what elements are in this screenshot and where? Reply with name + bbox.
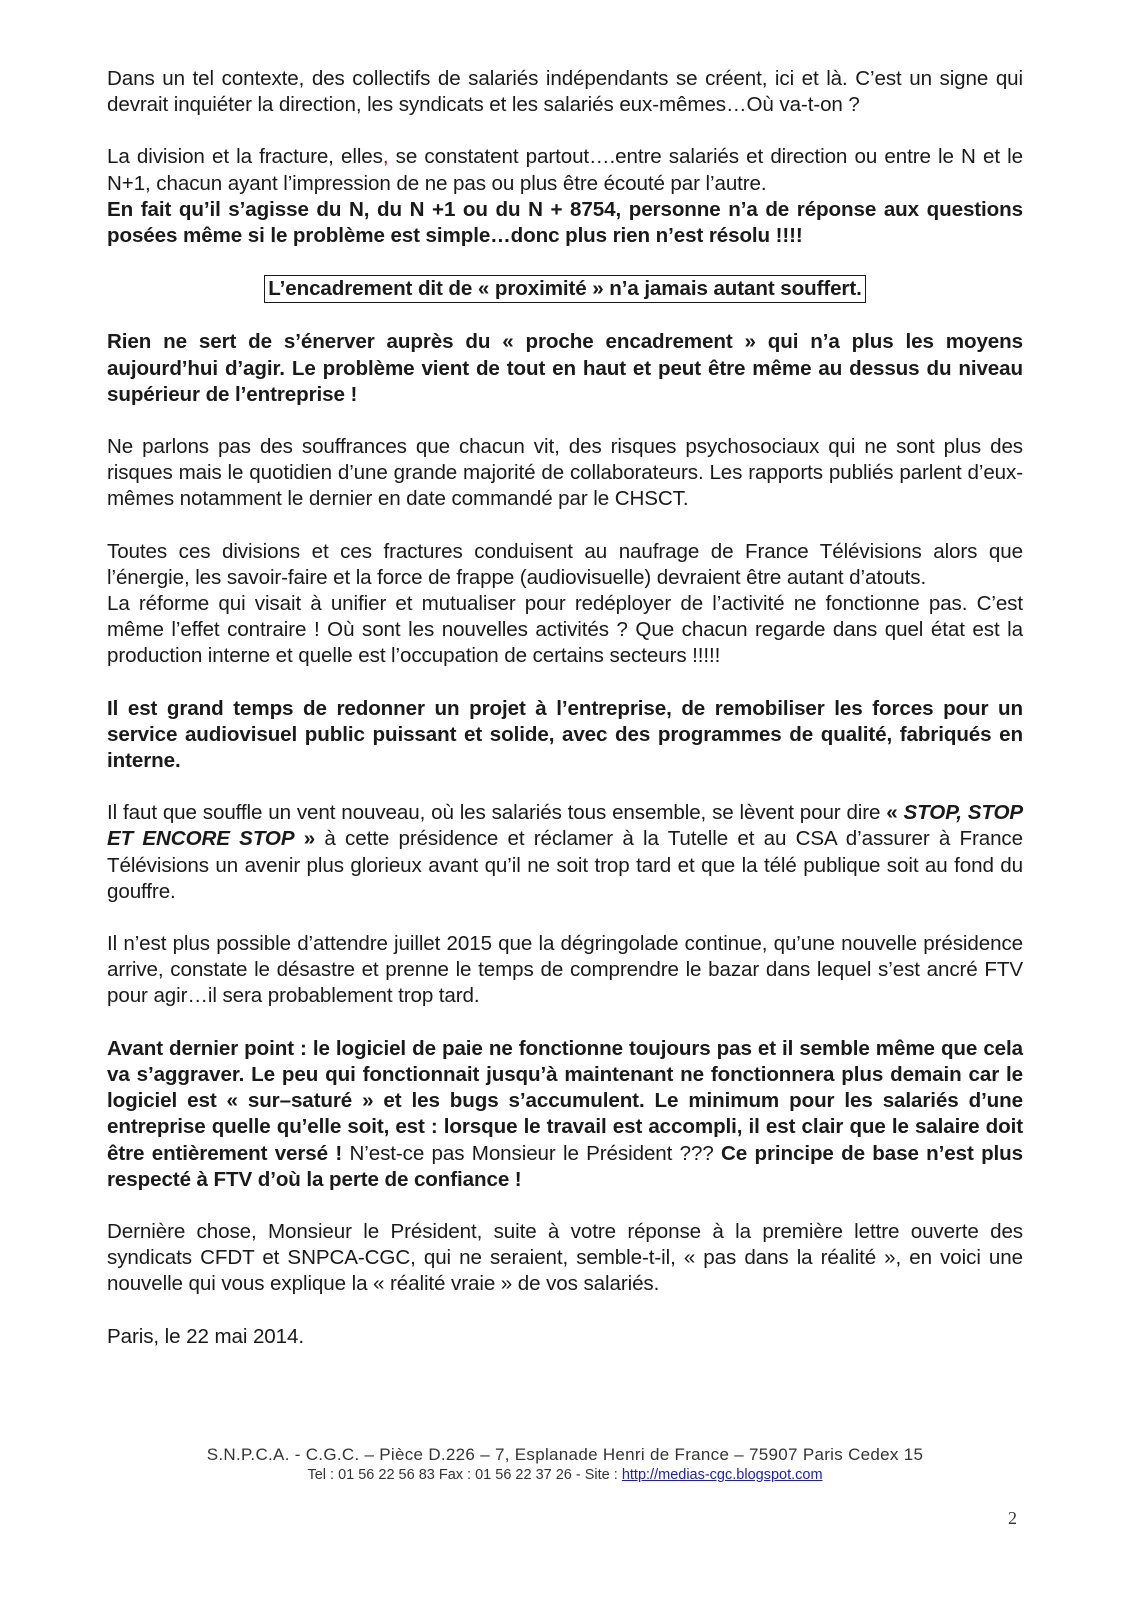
letter-body [107,66,1023,1376]
bold-text: Ce principe de base n’est plus respecté à FTV d’où la perte de confiance ! [107,1141,1024,1191]
paragraph-division [107,144,1023,196]
paragraph-derniere-chose: Dernière chose, Monsieur le Président, suite à votre réponse à la première lettre ouverte des syndicats CFDT et SNPCA-CGC, qui ne seraient, semble-t-il, « pas dans la réalité », en voici une nouvelle qui vous explique la « réalité vraie » de vos salariés. [107,1219,1023,1296]
page-number: 2 [1008,1508,1017,1528]
quote-close: » [294,827,316,851]
footer-address: S.N.P.C.A. - C.G.C. – Pièce D.226 – 7, Esplanade Henri de France – 75907 Paris Cedex 15 [206,1445,924,1464]
paragraph-logiciel-paie [107,1036,1023,1193]
date-line: Paris, le 22 mai 2014. [107,1324,304,1348]
quote-open: « [886,801,904,825]
paragraph-projet-bold [107,696,1023,775]
paragraph-reforme: La réforme qui visait à unifier et mutualiser pour redéployer de l’activité ne fonctionne pas. C’est même l’effet contraire ! Où sont les nouvelles activités ? Que chacun regarde dans quel état est la production interne et quelle est l’occupation de certains secteurs !!!!! [107,592,1023,668]
normal-text: N’est-ce pas Monsieur le Président ??? [342,1141,722,1165]
stop-slogan: STOP, STOP ET ENCORE STOP [107,801,1023,851]
paragraph-vent-start: Il faut que souffle un vent nouveau, où les salariés tous ensemble, se lèvent pour dire [107,801,887,825]
bold-text: En fait qu’il s’agisse du N, du N +1 ou du N + 8754, personne n’a de réponse aux questions posées même si le problème est simple…donc plus rien n’est résolu !!!! [107,197,1023,248]
bold-text: Rien ne sert de s’énerver auprès du « proche encadrement » qui n’a plus les moyens aujourd’hui d’agir. Le problème vient de tout en haut et peut être même au dessus du niveau supérieur de l’entreprise ! [107,330,1023,406]
paragraph-vent-end: à cette présidence et réclamer à la Tutelle et au CSA d’assurer à France Télévisions un avenir plus glorieux avant qu’il ne soit trop tard et que la télé publique soit au fond du gouffre. [107,827,1023,903]
paragraph-division-end: se constatent partout….entre salariés et direction ou entre le N et le N+1, chacun ayant l’impression de ne pas ou plus être écouté par l’autre. [107,145,1023,195]
red-comma: , [382,145,389,169]
footer-contact [0,1466,1130,1485]
paragraph-n-plus-one-bold [107,197,1023,249]
footer-phone-fax: Tel : 01 56 22 56 83 Fax : 01 56 22 37 26 - Site : [307,1467,622,1483]
bold-text: Il est grand temps de redonner un projet à l’entreprise, de remobiliser les forces pour un service audiovisuel public puissant et solide, avec des programmes de qualité, fabriqués en interne. [107,696,1023,773]
boxed-statement: L’encadrement dit de « proximité » n’a jamais autant souffert. [264,275,865,303]
bold-text: Avant dernier point : le logiciel de paie ne fonctionne toujours pas et il semble même que cela va s’aggraver. Le peu qui fonctionnait jusqu’à maintenant ne fonctionnera plus demain car le logiciel est « sur–saturé » et les bugs s’accumulent. Le minimum pour les salariés d’une entreprise quelle qu’elle soit, est : lorsque le travail est accompli, il est clair que le salaire doit être entièrement versé ! [107,1036,1023,1165]
paragraph-collectifs: Dans un tel contexte, des collectifs de salariés indépendants se créent, ici et là. C’est un signe qui devrait inquiéter la direction, les syndicats et les salariés eux-mêmes…Où va-t-on ? [107,67,1023,117]
paragraph-juillet-2015: Il n’est plus possible d’attendre juillet 2015 que la dégringolade continue, qu’une nouvelle présidence arrive, constate le désastre et prenne le temps de comprendre le bazar dans lequel s’est ancré FTV pour agir…il sera probablement trop tard. [107,932,1023,1008]
footer [0,1444,1130,1485]
paragraph-souffrances: Ne parlons pas des souffrances que chacun vit, des risques psychosociaux qui ne sont plus des risques mais le quotidien d’une grande majorité de collaborateurs. Les rapports publiés parlent d’eux-mêmes notamment le dernier en date commandé par le CHSCT. [107,435,1023,511]
boxed-statement-container [107,275,1023,303]
paragraph-vent-nouveau [107,800,1023,905]
paragraph-naufrage: Toutes ces divisions et ces fractures conduisent au naufrage de France Télévisions alors que l’énergie, les savoir-faire et la force de frappe (audiovisuelle) devraient être autant d’atouts. [107,539,1023,589]
site-link[interactable]: http://medias-cgc.blogspot.com [621,1467,823,1483]
paragraph-division-start: La division et la fracture, elles [107,145,383,169]
paragraph-encadrement-bold [107,329,1023,408]
